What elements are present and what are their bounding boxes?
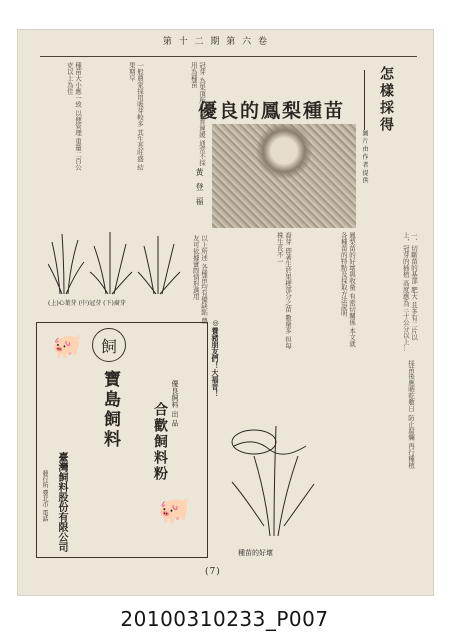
- page-header: [0, 38, 449, 56]
- pineapple-photo: [212, 124, 356, 228]
- body-column-3: 裔芽 即著生於果梗部分之苗 數量多 但每株生長不一: [275, 232, 292, 349]
- ad-slogan: 優良飼料 出 品: [171, 380, 179, 427]
- ad-notice: ◎養豬朋友們！大福音！: [211, 318, 220, 397]
- body-column-5: 一般農家採用吸芽較多 其生長旺盛 結果期早: [127, 62, 144, 171]
- ad-contact: 發行所 臺北市 電話: [41, 470, 48, 522]
- ad-logo: [92, 328, 126, 362]
- ad-logo-char: 飼: [100, 336, 117, 356]
- body-column-2: 鳳梨苗的好壞與收量 有密切關係 本文就各種苗的特點及採取方法說明: [339, 232, 356, 347]
- ad-product: 合歡飼料粉: [152, 402, 168, 482]
- archive-id: 20100310233_P007: [120, 607, 329, 631]
- author-name: 黃 登 福: [195, 168, 204, 208]
- body-column-6: 種苗大小應一致 以便管理 重量二百公克以上為佳: [65, 62, 82, 171]
- article-title: 優良的鳳梨種苗: [198, 100, 346, 122]
- header-rule: [40, 56, 417, 57]
- photo-caption: 圖 片 由 作 者 提 供: [361, 130, 368, 184]
- ad-company: 臺灣飼料股份有限公司: [56, 452, 67, 552]
- body-column-8: 以上所述 各種苗均有優缺點 農友可依據實際情形選用: [191, 235, 208, 324]
- body-column-4: 冠芽 為果頂所生 發育遲緩 通常不採用為種苗: [189, 62, 206, 166]
- page-number: (7): [205, 567, 221, 577]
- illustration-caption: 種苗的好壞: [238, 549, 273, 557]
- pig-farmer-icon: 🐖: [158, 496, 191, 526]
- figure-caption: (上)心葉芽 (中)冠芽 (下)裔芽: [48, 300, 126, 307]
- ad-brand: 寶島飼料: [100, 370, 120, 450]
- issue-header: 第 十 二 期 第 六 卷: [162, 37, 269, 47]
- body-column-1: 一、切斷苗的基部 肥大 且多有二片以上，冠芽的插植 高度應為三十公分以上…: [401, 232, 418, 352]
- body-column-7: 採苗後應晒乾數日 防止腐爛 再行種植: [407, 360, 415, 469]
- section-title: 怎樣採得: [378, 66, 394, 134]
- pineapple-sprouts-figure: [48, 228, 188, 296]
- title-rule: [364, 70, 365, 130]
- pig-icon: 🐖: [52, 332, 82, 360]
- hand-holding-sprout-illustration: [214, 386, 326, 536]
